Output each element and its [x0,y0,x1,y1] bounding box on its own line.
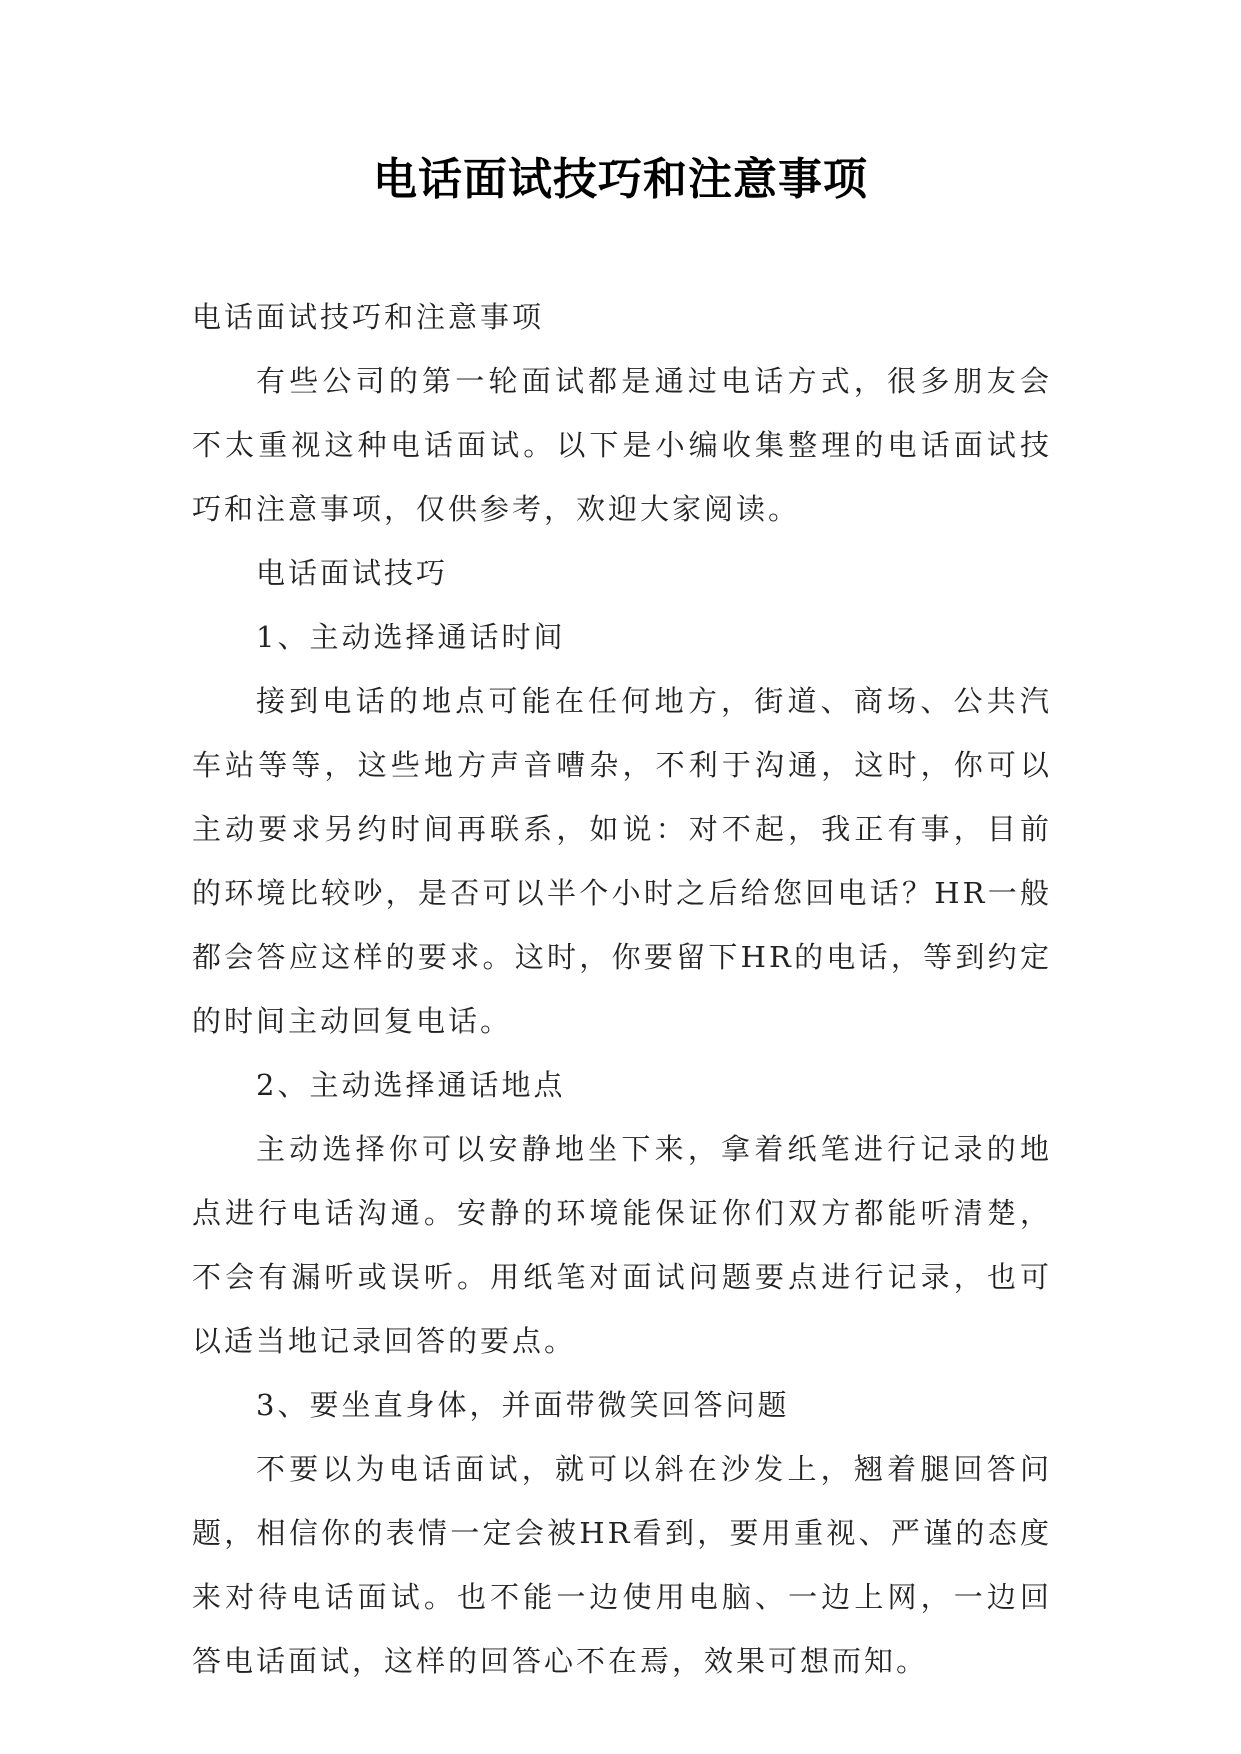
tip-paragraph-2: 主动选择你可以安静地坐下来，拿着纸笔进行记录的地点进行电话沟通。安静的环境能保证你们双方都能听清楚，不会有漏听或误听。用纸笔对面试问题要点进行记录，也可以适当地记录回答的要点。 [192,1132,1052,1358]
tip-paragraph-3: 不要以为电话面试，就可以斜在沙发上，翘着腿回答问题，相信你的表情一定会被HR看到，要用重视、严谨的态度来对待电话面试。也不能一边使用电脑、一边上网，一边回答电话面试，这样的回答心不在焉，效果可想而知。 [192,1452,1052,1678]
paragraph-heading: 电话面试技巧和注意事项 [192,300,545,334]
tip-heading-1: 1、主动选择通话时间 [256,620,566,654]
document-title: 电话面试技巧和注意事项 [373,154,868,205]
tip-heading-3: 3、要坐直身体，并面带微笑回答问题 [256,1388,790,1422]
section-heading: 电话面试技巧 [256,556,449,590]
paragraph-intro: 有些公司的第一轮面试都是通过电话方式，很多朋友会不太重视这种电话面试。以下是小编收集整理的电话面试技巧和注意事项，仅供参考，欢迎大家阅读。 [192,364,1052,526]
tip-paragraph-1: 接到电话的地点可能在任何地方，街道、商场、公共汽车站等等，这些地方声音嘈杂，不利于沟通，这时，你可以主动要求另约时间再联系，如说：对不起，我正有事，目前的环境比较吵，是否可以半个小时之后给您回电话？HR一般都会答应这样的要求。这时，你要留下HR的电话，等到约定的时间主动回复电话。 [192,684,1052,1038]
document-body [192,285,1052,1693]
tip-heading-2: 2、主动选择通话地点 [256,1068,566,1102]
